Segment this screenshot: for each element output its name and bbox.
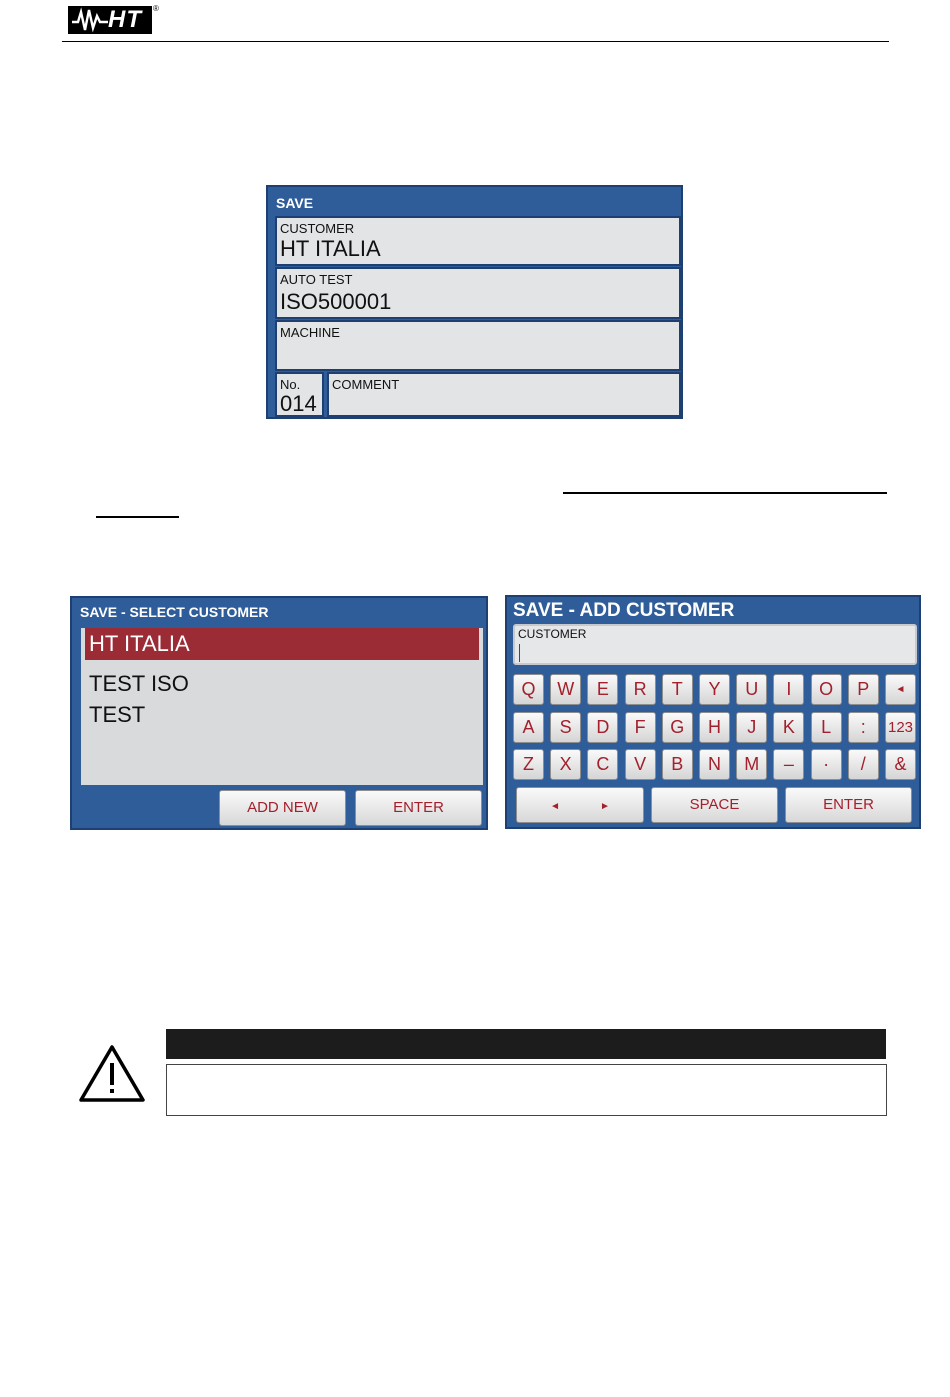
keyboard-key[interactable]: L [811, 712, 842, 743]
comment-field-label: COMMENT [332, 377, 400, 392]
keyboard-key[interactable]: V [625, 749, 656, 780]
customer-list [81, 628, 483, 785]
customer-field-value: HT ITALIA [280, 236, 381, 261]
logo-text: HT [108, 6, 142, 33]
keyboard-key[interactable]: · [811, 749, 842, 780]
logo-wave-icon [70, 6, 110, 34]
keyboard-key[interactable]: 123 [885, 712, 916, 743]
keyboard-key[interactable]: S [550, 712, 581, 743]
keyboard-key[interactable]: I [773, 674, 804, 705]
keyboard-key[interactable]: K [773, 712, 804, 743]
number-field-label: No. [280, 377, 301, 392]
save-panel [266, 185, 683, 419]
header-rule [62, 41, 889, 42]
keyboard-key[interactable]: : [848, 712, 879, 743]
keyboard-key[interactable]: B [662, 749, 693, 780]
keyboard-key[interactable]: C [587, 749, 618, 780]
keyboard-key[interactable]: Z [513, 749, 544, 780]
autotest-field[interactable] [275, 267, 681, 319]
ht-logo [68, 6, 152, 34]
number-field[interactable] [275, 372, 324, 417]
left-arrow-icon: ◄ [550, 801, 560, 812]
keyboard-key[interactable]: Y [699, 674, 730, 705]
keyboard-key[interactable]: M [736, 749, 767, 780]
customer-field-label: CUSTOMER [280, 221, 355, 236]
warning-header-bar [166, 1029, 886, 1059]
space-button[interactable]: SPACE [651, 787, 778, 823]
warning-triangle-icon [78, 1043, 146, 1103]
customer-input-label: CUSTOMER [518, 627, 587, 641]
text-cursor [519, 644, 520, 662]
autotest-field-value: ISO500001 [280, 289, 392, 314]
keyboard-key[interactable]: / [848, 749, 879, 780]
underline-2 [96, 516, 179, 518]
keyboard-key[interactable]: ◄ [885, 674, 916, 705]
number-field-value: 014 [280, 391, 317, 416]
keyboard-key[interactable]: F [625, 712, 656, 743]
select-panel-title: SAVE - SELECT CUSTOMER [80, 604, 269, 620]
add-customer-panel [505, 595, 921, 829]
warning-text-box [166, 1064, 887, 1116]
keyboard-key[interactable]: N [699, 749, 730, 780]
keyboard-key[interactable]: P [848, 674, 879, 705]
machine-field-label: MACHINE [280, 325, 340, 340]
keyboard-enter-button[interactable]: ENTER [785, 787, 912, 823]
keyboard-key[interactable]: A [513, 712, 544, 743]
keyboard-key[interactable]: O [811, 674, 842, 705]
keyboard-key[interactable]: D [587, 712, 618, 743]
keyboard-key[interactable]: H [699, 712, 730, 743]
cursor-arrows-button[interactable] [516, 787, 644, 823]
keyboard-key[interactable]: & [885, 749, 916, 780]
keyboard-key[interactable]: T [662, 674, 693, 705]
machine-field[interactable] [275, 320, 681, 371]
customer-input[interactable] [513, 624, 917, 665]
keyboard-key[interactable]: E [587, 674, 618, 705]
keyboard-key[interactable]: J [736, 712, 767, 743]
registered-mark: ® [153, 4, 159, 13]
add-new-button[interactable]: ADD NEW [219, 790, 346, 826]
keyboard-key[interactable]: – [773, 749, 804, 780]
keyboard-key[interactable]: R [625, 674, 656, 705]
list-item[interactable]: TEST [89, 702, 146, 727]
list-item[interactable]: TEST ISO [89, 671, 189, 696]
comment-field[interactable] [327, 372, 681, 417]
keyboard-key[interactable]: G [662, 712, 693, 743]
add-panel-title: SAVE - ADD CUSTOMER [513, 600, 735, 621]
select-customer-panel [70, 596, 488, 830]
autotest-field-label: AUTO TEST [280, 272, 353, 287]
customer-field[interactable] [275, 216, 681, 266]
enter-button[interactable]: ENTER [355, 790, 482, 826]
right-arrow-icon: ► [600, 801, 610, 812]
keyboard-key[interactable]: Q [513, 674, 544, 705]
keyboard-key[interactable]: X [550, 749, 581, 780]
keyboard-key[interactable]: W [550, 674, 581, 705]
list-item[interactable]: HT ITALIA [85, 628, 479, 660]
underline-1 [563, 492, 887, 494]
save-panel-title: SAVE [276, 195, 314, 211]
keyboard-key[interactable]: U [736, 674, 767, 705]
